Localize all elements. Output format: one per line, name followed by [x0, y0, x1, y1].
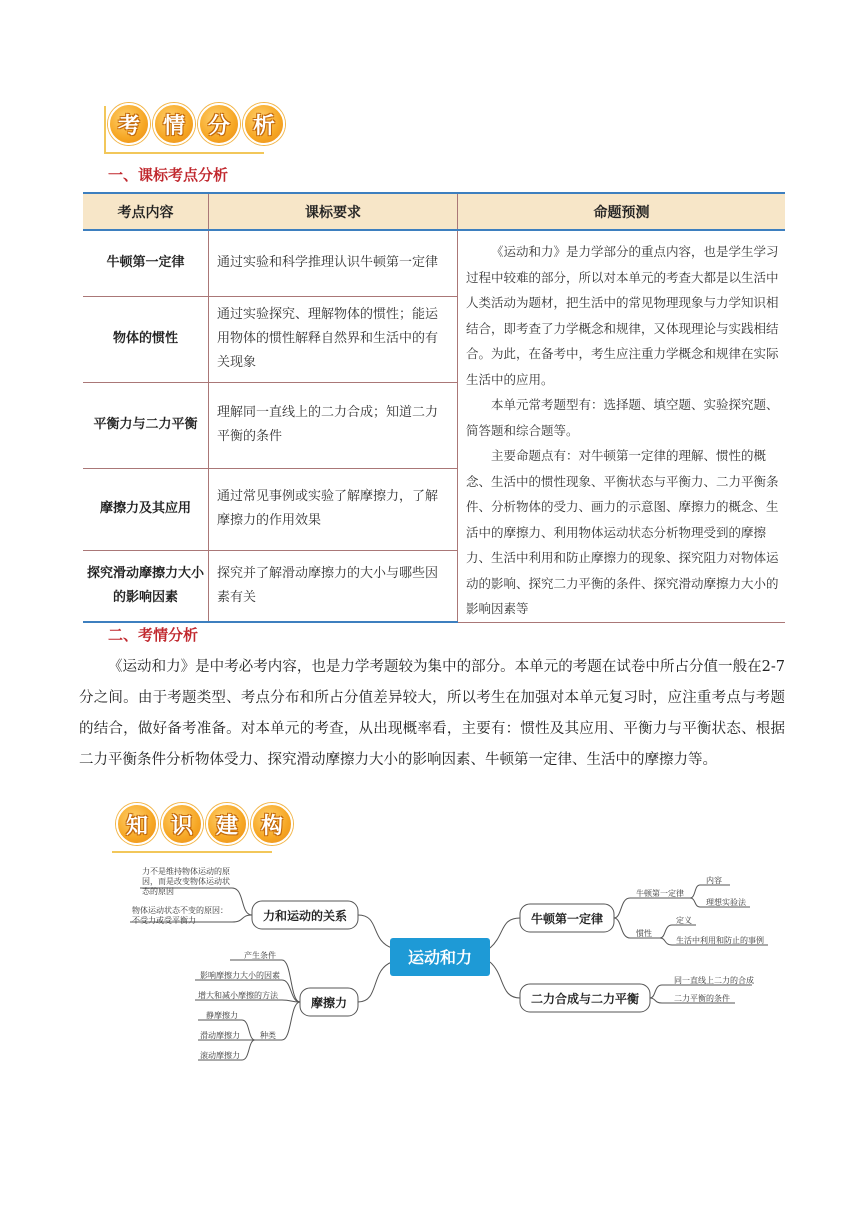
leaf-text: 产生条件	[244, 951, 276, 960]
prediction-paragraph: 主要命题点有：对牛顿第一定律的理解、惯性的概念、生活中的惯性现象、平衡状态与平衡力、二力平衡条件、分析物体的受力、画力的示意图、摩擦力的概念、生活中的摩擦力、利用物体运动状态分析物理受到的摩擦力、生活中利用和防止摩擦力的现象、探究阻力对物体运动的影响、探究二力平衡的条件、探究滑动摩擦力大小的影响因素等	[466, 448, 779, 616]
prediction-paragraph: 《运动和力》是力学部分的重点内容，也是学生学习过程中较难的部分，所以对本单元的考查大都是以生活中人类活动为题材，把生活中的常见物理现象与力学知识相结合，即考查了力学概念和规律，又体现理论与实践相结合。为此，在备考中，考生应注重力学概念和规律在实际生活中的应用。	[466, 244, 779, 387]
column-header: 考点内容	[83, 193, 209, 230]
leaf-text: 生活中利用和防止的事例	[676, 936, 764, 945]
column-header: 课标要求	[209, 193, 458, 230]
leaf-text: 力不是维持物体运动的原	[142, 867, 230, 876]
exam-analysis-banner	[108, 103, 275, 147]
point-cell: 探究滑动摩擦力大小的影响因素	[83, 550, 209, 622]
leaf-text: 滑动摩擦力	[200, 1031, 240, 1040]
leaf-text: 同一直线上二力的合成	[674, 976, 754, 985]
branch-label: 牛顿第一定律	[530, 912, 604, 926]
leaf-text: 牛顿第一定律	[636, 889, 684, 898]
point-cell: 摩擦力及其应用	[83, 468, 209, 550]
banner-char: 构	[251, 803, 293, 845]
point-cell: 牛顿第一定律	[83, 230, 209, 296]
center-label: 运动和力	[407, 948, 473, 967]
leaf-text: 增大和减小摩擦的方法	[198, 991, 278, 1000]
table-row	[83, 230, 785, 296]
banner-char: 考	[108, 103, 150, 145]
banner-hook	[104, 106, 106, 152]
branch-label: 力和运动的关系	[262, 909, 348, 923]
requirement-cell: 理解同一直线上的二力合成；知道二力平衡的条件	[209, 382, 458, 468]
point-cell: 平衡力与二力平衡	[83, 382, 209, 468]
banner-char: 知	[116, 803, 158, 845]
branch-label: 摩擦力	[310, 996, 348, 1010]
requirement-cell: 探究并了解滑动摩擦力的大小与哪些因素有关	[209, 550, 458, 622]
banner-char: 识	[161, 803, 203, 845]
table-header-row	[83, 193, 785, 230]
analysis-paragraph: 《运动和力》是中考必考内容，也是力学考题较为集中的部分。本单元的考题在试卷中所占分值一般在2-7分之间。由于考题类型、考点分布和所占分值差异较大，所以考生在加强对本单元复习时，应注重考点与考题的结合，做好备考准备。对本单元的考查，从出现概率看，主要有：惯性及其应用、平衡力与平衡状态、根据二力平衡条件分析物体受力、探究滑动摩擦力大小的影响因素、牛顿第一定律、生活中的摩擦力等。	[79, 659, 785, 768]
leaf-text: 种类	[260, 1031, 276, 1040]
branch-label: 二力合成与二力平衡	[530, 992, 640, 1006]
banner-char: 分	[198, 103, 240, 145]
leaf-text: 惯性	[636, 929, 652, 938]
section-title: 二、考情分析	[108, 626, 199, 644]
section-title: 一、课标考点分析	[108, 166, 229, 184]
banner-char: 析	[243, 103, 285, 145]
requirement-cell: 通过实验探究、理解物体的惯性；能运用物体的惯性解释自然界和生活中的有关现象	[209, 296, 458, 382]
requirement-cell: 通过常见事例或实验了解摩擦力，了解摩擦力的作用效果	[209, 468, 458, 550]
leaf-text: 态的原因	[142, 887, 174, 896]
knowledge-banner	[116, 803, 283, 847]
banner-underline	[112, 851, 272, 853]
mind-map	[0, 860, 868, 1070]
leaf-text: 静摩擦力	[206, 1011, 238, 1020]
leaf-text: 滚动摩擦力	[200, 1051, 240, 1060]
point-cell: 物体的惯性	[83, 296, 209, 382]
column-header: 命题预测	[458, 193, 786, 230]
leaf-text: 二力平衡的条件	[674, 994, 730, 1003]
leaf-text: 物体运动状态不变的原因：	[132, 906, 228, 915]
leaf-text: 不受力或受平衡力	[132, 916, 196, 925]
banner-underline	[104, 152, 264, 154]
requirement-cell: 通过实验和科学推理认识牛顿第一定律	[209, 230, 458, 296]
leaf-text: 影响摩擦力大小的因素	[200, 971, 280, 980]
prediction-paragraph: 本单元常考题型有：选择题、填空题、实验探究题、简答题和综合题等。	[466, 397, 779, 438]
prediction-cell	[458, 230, 786, 622]
leaf-text: 理想实验法	[706, 898, 746, 907]
curriculum-table	[83, 192, 785, 623]
leaf-text: 内容	[706, 876, 722, 885]
leaf-text: 因，而是改变物体运动状	[142, 877, 230, 886]
banner-char: 建	[206, 803, 248, 845]
leaf-text: 定义	[676, 916, 692, 925]
banner-char: 情	[153, 103, 195, 145]
